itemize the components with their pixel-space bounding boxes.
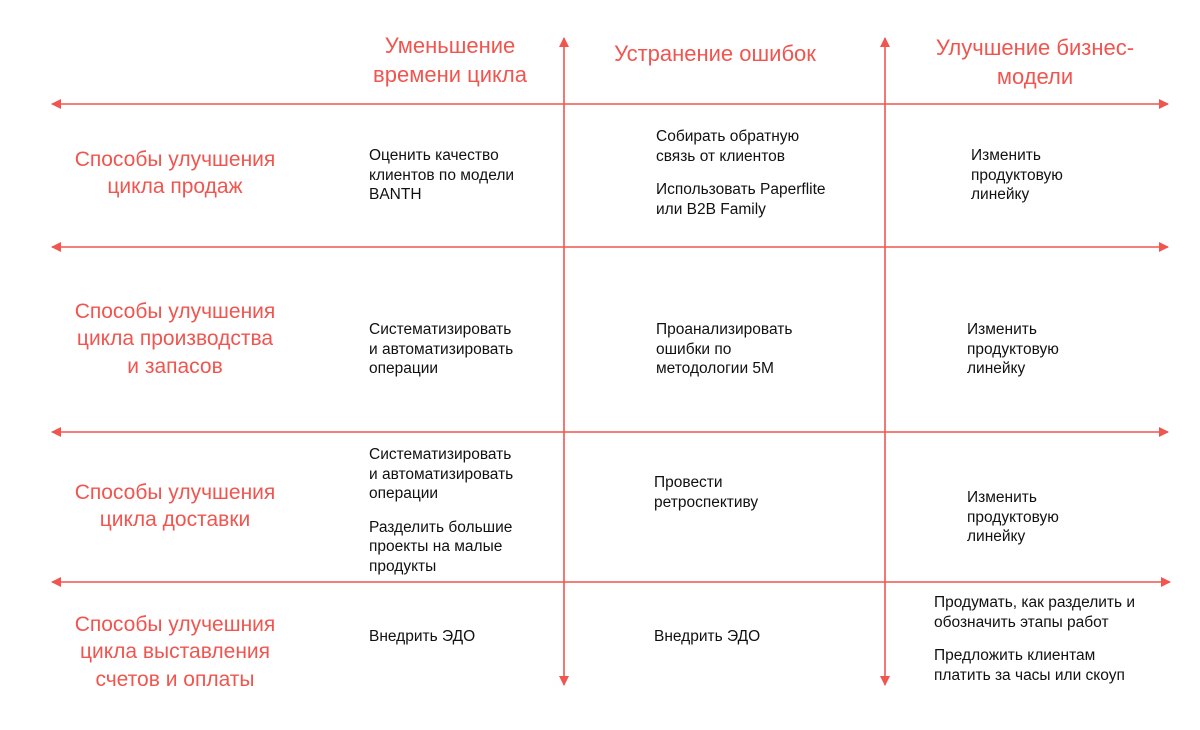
column-header-business-model: Улучшение бизнес- модели	[935, 35, 1135, 89]
cell-entry: Внедрить ЭДО	[654, 628, 761, 645]
cell-billing-cycle-time	[369, 627, 475, 647]
column-header-cycle-time: Уменьшение времени цикла	[373, 33, 527, 87]
row-label-billing: Способы улучешния цикла выставления счетов и оплаты	[74, 613, 276, 691]
cell-entry: Изменить продуктовую линейку	[967, 321, 1059, 377]
cell-entry: Систематизировать и автоматизировать операции	[369, 321, 514, 377]
cell-entry: Внедрить ЭДО	[369, 628, 476, 645]
column-header-errors: Устранение ошибок	[614, 41, 816, 66]
row-label-delivery: Способы улучшения цикла доставки	[74, 481, 276, 532]
row-label-production: Способы улучшения цикла производства и запасов	[74, 300, 276, 378]
cell-sales-business-model	[971, 146, 1063, 205]
cell-billing-business-model	[934, 593, 1135, 685]
cell-delivery-cycle-time	[369, 445, 513, 576]
cell-delivery-errors	[654, 473, 758, 512]
cell-entry: Разделить большие проекты на малые продукты	[369, 518, 513, 575]
cell-production-business-model	[967, 320, 1059, 379]
cell-sales-cycle-time	[369, 146, 514, 205]
cell-delivery-business-model	[967, 488, 1059, 547]
cell-entry: Изменить продуктовую линейку	[971, 147, 1063, 203]
cell-entry: Использовать Paperflite или B2B Family	[656, 181, 826, 218]
cell-production-cycle-time	[369, 320, 513, 379]
cell-entry: Систематизировать и автоматизировать операции	[369, 446, 514, 502]
cell-sales-errors	[656, 127, 826, 219]
cell-entry: Предложить клиентам платить за часы или скоуп	[934, 647, 1125, 684]
cell-entry: Собирать обратную связь от клиентов	[656, 128, 800, 165]
cell-billing-errors	[654, 627, 760, 647]
cell-production-errors	[656, 320, 792, 379]
row-label-sales: Способы улучшения цикла продаж	[74, 148, 276, 199]
cell-entry: Изменить продуктовую линейку	[967, 489, 1059, 545]
cell-entry: Провести ретроспективу	[654, 474, 759, 511]
cell-entry: Проанализировать ошибки по методологии 5M	[656, 321, 793, 377]
cell-entry: Оценить качество клиентов по модели BANTH	[369, 147, 515, 203]
cell-entry: Продумать, как разделить и обозначить этапы работ	[934, 594, 1136, 631]
